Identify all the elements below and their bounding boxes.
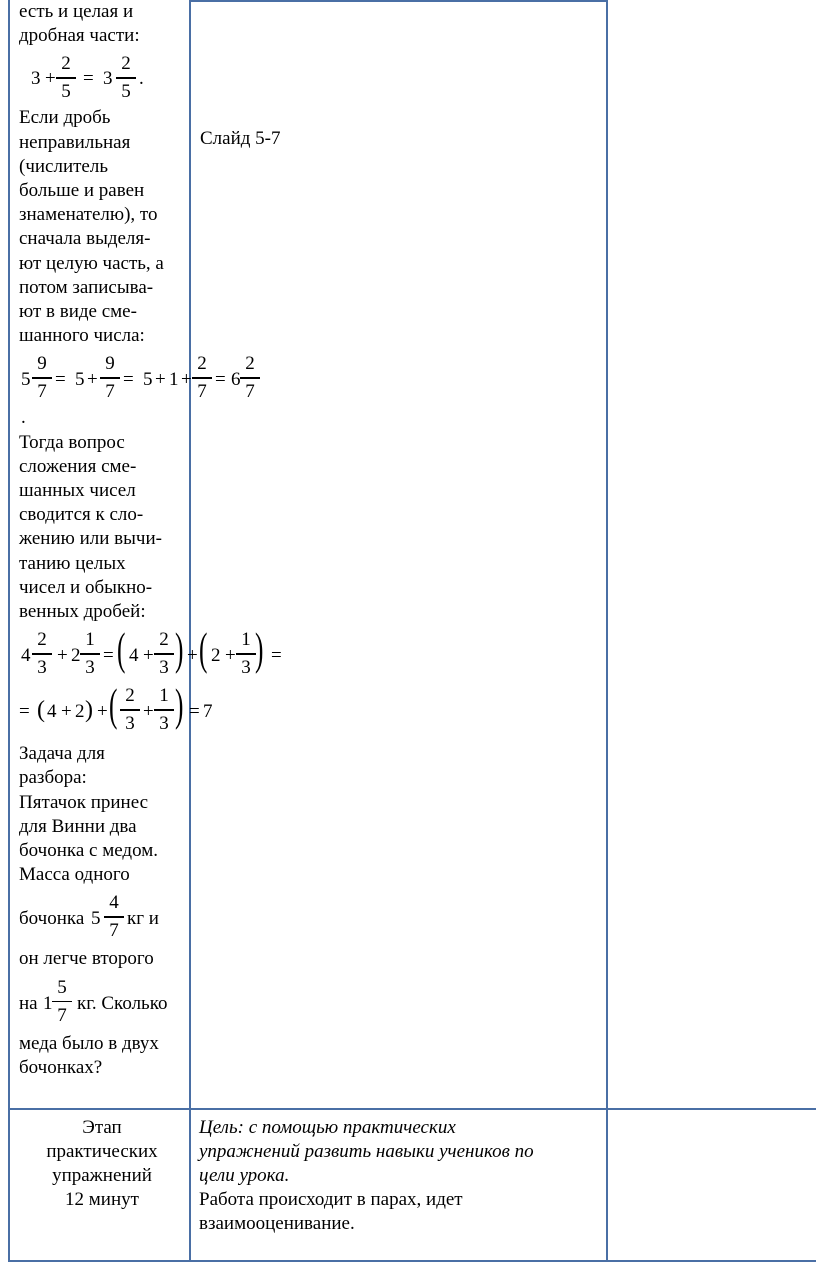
math-operator: + xyxy=(87,369,98,391)
math-term: 3 xyxy=(103,68,113,90)
paren-right: ) xyxy=(255,623,264,675)
math-operator: + xyxy=(181,369,192,391)
text-line: дробная части: xyxy=(19,25,140,47)
denominator: 7 xyxy=(37,381,47,403)
text-line: меда было в двух xyxy=(19,1032,159,1054)
numerator: 4 xyxy=(109,892,119,914)
math-term: 3 xyxy=(31,68,41,90)
paren-left: ( xyxy=(109,679,118,731)
equation-2 xyxy=(19,352,255,403)
math-term: 5 xyxy=(91,908,101,930)
table-border-left xyxy=(8,0,10,1262)
math-term: 6 xyxy=(231,369,241,391)
math-operator: = xyxy=(19,701,30,723)
numerator: 5 xyxy=(57,976,67,998)
work-line: взаимооценивание. xyxy=(199,1213,355,1234)
math-term: 4 xyxy=(47,701,57,723)
math-term: 5 xyxy=(143,369,153,391)
text-line: ют в виде сме- xyxy=(19,301,137,323)
fraction xyxy=(55,52,77,102)
text-word: кг и xyxy=(127,908,159,930)
math-term: 4 xyxy=(21,645,31,667)
math-operator: + xyxy=(225,645,236,667)
text-line: бочонках? xyxy=(19,1056,103,1078)
equation-1 xyxy=(19,52,191,102)
denominator: 3 xyxy=(159,657,169,679)
goal-cell xyxy=(199,1116,599,1236)
math-operator: + xyxy=(155,369,166,391)
goal-line: цели урока. xyxy=(199,1165,290,1186)
denominator: 7 xyxy=(105,381,115,403)
text-line: танию целых xyxy=(19,552,126,574)
table-border-bottom xyxy=(8,1260,816,1262)
text-line: сложения сме- xyxy=(19,455,137,477)
text-word: кг. Сколько xyxy=(77,992,168,1014)
stage-line: упражнений xyxy=(52,1165,152,1186)
text-line: . xyxy=(21,407,26,429)
math-dot: . xyxy=(139,68,144,90)
math-operator: + xyxy=(45,68,56,90)
goal-line: упражнений развить навыки учеников по xyxy=(199,1141,534,1162)
numerator: 2 xyxy=(197,353,207,375)
mass-line-1 xyxy=(19,891,191,943)
text-line: Тогда вопрос xyxy=(19,431,125,453)
stage-line: практических xyxy=(46,1141,158,1162)
paren-left: ( xyxy=(37,697,45,724)
math-operator: = xyxy=(103,645,114,667)
denominator: 5 xyxy=(61,81,71,103)
math-term: 4 xyxy=(129,645,139,667)
paren-right: ) xyxy=(175,623,184,675)
math-operator: = xyxy=(271,645,282,667)
fraction xyxy=(79,628,101,678)
text-line: сводится к сло- xyxy=(19,504,144,526)
text-line: венных дробей: xyxy=(19,601,146,623)
stage-line: 12 минут xyxy=(65,1189,139,1210)
paren-left: ( xyxy=(117,623,126,675)
paren-right: ) xyxy=(175,679,184,731)
fraction xyxy=(153,684,175,734)
fraction xyxy=(115,52,137,102)
math-term: 5 xyxy=(75,369,85,391)
denominator: 3 xyxy=(85,657,95,679)
text-line: чисел и обыкно- xyxy=(19,576,153,598)
goal-line: Цель: с помощью практических xyxy=(199,1117,456,1138)
fraction xyxy=(31,628,53,678)
math-operator: = xyxy=(215,369,226,391)
math-term: 5 xyxy=(21,369,31,391)
denominator: 5 xyxy=(121,81,131,103)
math-term: 7 xyxy=(203,701,213,723)
equation-4 xyxy=(19,679,213,738)
math-operator: + xyxy=(61,701,72,723)
denominator: 3 xyxy=(241,657,251,679)
numerator: 1 xyxy=(241,629,251,651)
text-line: есть и целая и xyxy=(19,1,134,22)
text-line: (числитель xyxy=(19,155,109,177)
denominator: 7 xyxy=(109,920,119,942)
math-operator: = xyxy=(189,701,200,723)
text-line: бочонка с медом. xyxy=(19,840,158,862)
equation-3 xyxy=(19,623,282,680)
text-line: больше и равен xyxy=(19,180,145,202)
fraction xyxy=(239,352,261,402)
math-operator: + xyxy=(143,645,154,667)
denominator: 3 xyxy=(159,713,169,735)
text-word: бочонка xyxy=(19,908,85,930)
slide-reference: Слайд 5-7 xyxy=(200,128,281,149)
paren-right: ) xyxy=(85,697,93,724)
numerator: 1 xyxy=(85,629,95,651)
math-operator: + xyxy=(143,701,154,723)
text-line: шанного числа: xyxy=(19,325,145,347)
table-row-divider xyxy=(8,1108,816,1110)
math-term: 2 xyxy=(211,645,221,667)
math-operator: = xyxy=(123,369,134,391)
text-word: на xyxy=(19,992,38,1014)
text-line: Задача для xyxy=(19,743,105,765)
text-line: сначала выделя- xyxy=(19,228,151,250)
math-operator: + xyxy=(187,645,198,667)
numerator: 2 xyxy=(37,629,47,651)
denominator: 7 xyxy=(197,381,207,403)
fraction xyxy=(191,352,213,402)
work-line: Работа происходит в парах, идет xyxy=(199,1189,463,1210)
table-border-col2 xyxy=(606,0,608,1262)
denominator: 3 xyxy=(125,713,135,735)
math-operator: + xyxy=(97,701,108,723)
denominator: 7 xyxy=(245,381,255,403)
numerator: 9 xyxy=(37,353,47,375)
text-line: для Винни два xyxy=(19,815,137,837)
denominator: 7 xyxy=(57,1004,67,1026)
table-border-top xyxy=(189,0,608,2)
fraction xyxy=(99,352,121,402)
text-line: потом записыва- xyxy=(19,276,154,298)
text-line: неправильная xyxy=(19,131,131,153)
text-line: жению или вычи- xyxy=(19,528,162,550)
math-operator: = xyxy=(83,68,94,90)
math-operator: + xyxy=(57,645,68,667)
text-line: Если дробь xyxy=(19,107,111,129)
math-term: 1 xyxy=(43,992,53,1014)
fraction xyxy=(103,891,125,941)
text-line: разбора: xyxy=(19,767,87,789)
stage-cell xyxy=(22,1116,182,1212)
text-line: знаменателю), то xyxy=(19,204,158,226)
numerator: 2 xyxy=(125,685,135,707)
text-line: он легче второго xyxy=(19,948,154,970)
stage-line: Этап xyxy=(82,1117,122,1138)
math-term: 1 xyxy=(169,369,179,391)
numerator: 1 xyxy=(159,685,169,707)
numerator: 2 xyxy=(245,353,255,375)
text-line: шанных чисел xyxy=(19,480,136,502)
paren-left: ( xyxy=(199,623,208,675)
fraction xyxy=(119,684,141,734)
text-line: Масса одного xyxy=(19,864,130,886)
text-line: ют целую часть, а xyxy=(19,252,164,274)
fraction xyxy=(153,628,175,678)
fraction xyxy=(235,628,257,678)
math-term: 2 xyxy=(75,701,85,723)
numerator: 2 xyxy=(159,629,169,651)
mass-line-2 xyxy=(19,976,191,1028)
numerator: 2 xyxy=(61,53,71,75)
fraction xyxy=(51,976,73,1026)
math-term: 2 xyxy=(71,645,81,667)
numerator: 2 xyxy=(121,53,131,75)
fraction xyxy=(31,352,53,402)
math-operator: = xyxy=(55,369,66,391)
numerator: 9 xyxy=(105,353,115,375)
text-line: Пятачок принес xyxy=(19,791,149,813)
denominator: 3 xyxy=(37,657,47,679)
